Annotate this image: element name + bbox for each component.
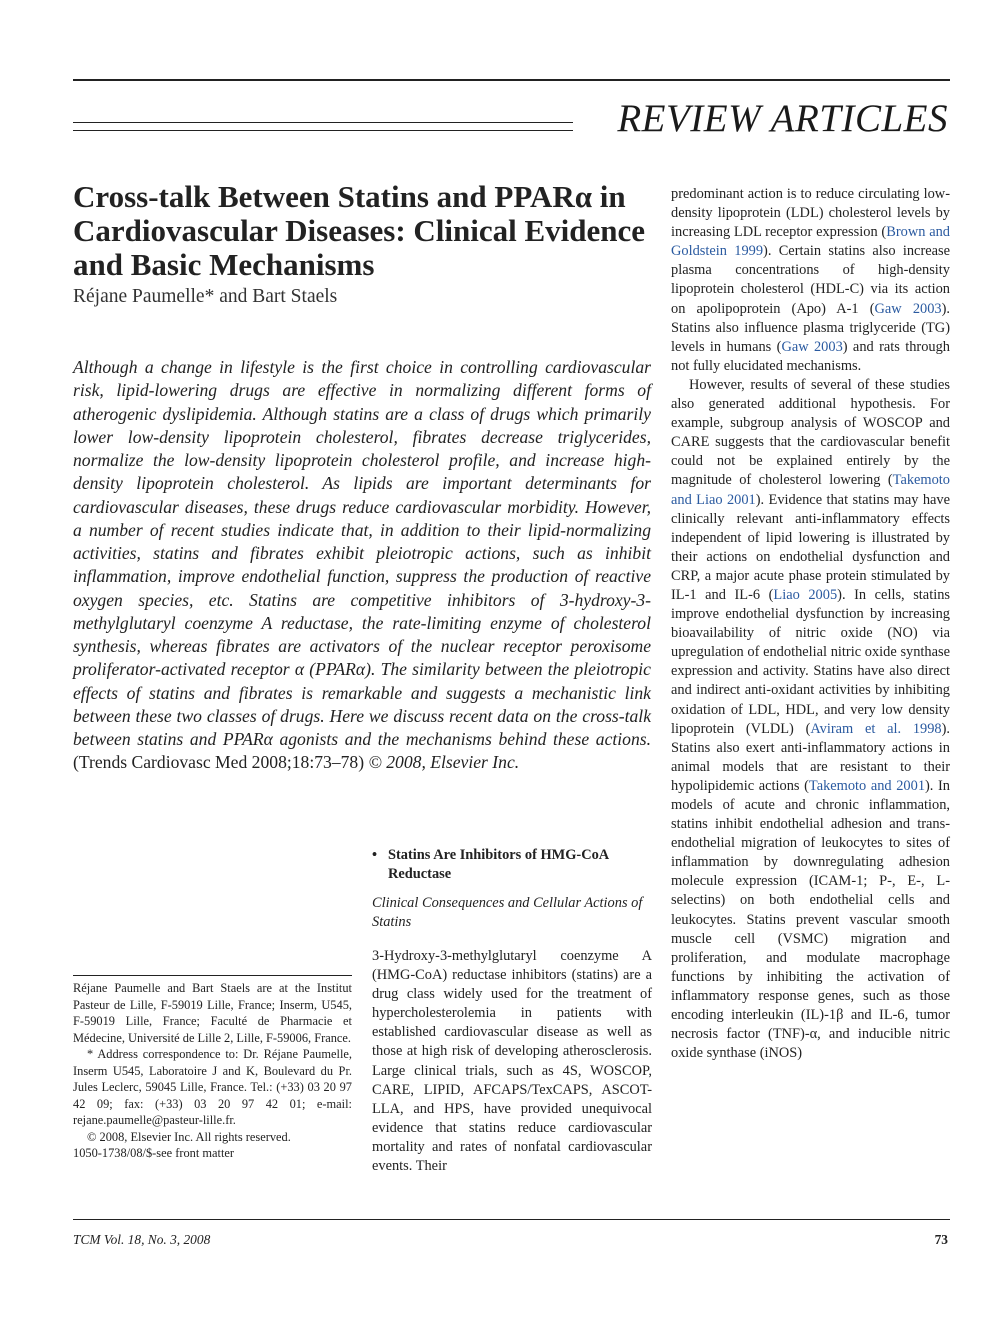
section-heading [372, 846, 654, 884]
section-heading-text: Statins Are Inhibitors of HMG-CoA Reductase [388, 847, 609, 882]
footnote [73, 980, 352, 1162]
reference-link[interactable]: Takemoto and 2001 [808, 777, 926, 794]
section-label: REVIEW ARTICLES [617, 97, 948, 140]
footnote-correspondence: * Address correspondence to: Dr. Réjane Paumelle, Inserm U545, Laboratoire J and K, Boulevard du Pr. Jules Leclerc, 59045 Lille, France. Tel.: (+33) 03 20 97 42 09; fax: (+33) 03 20 97 42 01; e-mail: rejane.paumelle@pasteur-lille.fr. [73, 1047, 352, 1127]
header-rule-left-2 [73, 130, 573, 131]
col3-paragraph-1: predominant action is to reduce circulating low-density lipoprotein (LDL) cholesterol levels by increasing LDL receptor expression (Brown and Goldstein 1999). Certain statins also increase plasma concentrations of high-density lipoprotein cholesterol (HDL-C) via its action on apolipoprotein (Apo) A-1 (Gaw 2003). Statins also influence plasma triglyceride (TG) levels in humans (Gaw 2003) and rats through not fully elucidated mechanisms. [671, 186, 950, 374]
page-number: 73 [934, 1232, 948, 1247]
body-column-2: 3-Hydroxy-3-methylglutaryl coenzyme A (HMG-CoA) reductase inhibitors (statins) are a drug class widely used for the treatment of hypercholesterolemia in patients with established cardiovascular disease as well as those at high risk of developing atherosclerosis. Large clinical trials, such as 4S, WOSCOP, CARE, LIPID, AFCAPS/TexCAPS, ASCOT-LLA, and HPS, have provided unequivocal evidence that statins reduce cardiovascular mortality and rates of nonfatal cardiovascular events. Their [372, 948, 652, 1175]
subsection-heading: Clinical Consequences and Cellular Actions of Statins [372, 895, 643, 930]
footnote-copyright: © 2008, Elsevier Inc. All rights reserved. [87, 1129, 291, 1144]
abstract-citation: (Trends Cardiovasc Med 2008;18:73–78) [73, 752, 365, 773]
reference-link[interactable]: Takemoto and Liao 2001 [671, 472, 950, 508]
footer-rule [73, 1219, 950, 1220]
body-column-3 [671, 185, 950, 1063]
article-title: Cross-talk Between Statins and PPARα in Cardiovascular Diseases: Clinical Evidence and Basic Mechanisms [73, 179, 646, 282]
col3-paragraph-2: However, results of several of these studies also generated additional hypothesis. For example, subgroup analysis of WOSCOP and CARE suggests that the cardiovascular benefit could not be explained entirely by the magnitude of cholesterol lowering (Takemoto and Liao 2001). Evidence that statins may have clinically relevant anti-inflammatory effects independent of lipid lowering is illustrated by their actions on endothelial dysfunction and CRP, a major acute phase protein stimulated by IL-1 and IL-6 (Liao 2005). In cells, statins improve endothelial dysfunction by increasing bioavailability of nitric oxide (NO) via upregulation of endothelial nitric oxide synthase expression and activity. Statins have also direct and indirect anti-oxidant activities by inhibiting oxidation of LDL, HDL, and very low density lipoprotein (VLDL) (Aviram et al. 1998). Statins also exert anti-inflammatory actions in animal models that are resistant to their hypolipidemic actions (Takemoto and 2001). In models of acute and chronic inflammation, statins inhibit endothelial adhesion and trans-endothelial migration of leukocytes to sites of inflammation by downregulating adhesion molecule expression (ICAM-1; P-, E-, L-selectins) on both endothelial cells and leukocytes. Statins prevent vascular smooth muscle cell (VSMC) migration and proliferation, and modulate macrophage functions by inhibiting the activation of inflammatory response genes, such as those encoding interleukin (IL)-1β and IL-6, tumor necrosis factor (TNF)-α, and inducible nitric oxide synthase (iNOS) [671, 376, 950, 1062]
abstract [73, 356, 651, 775]
footnote-affiliation: Réjane Paumelle and Bart Staels are at the Institut Pasteur de Lille, F-59019 Lille, France; Inserm, U545, F-59019 Lille, France; Faculté de Pharmacie et Médecine, Université de Lille 2, Lille, F-59006, France. [73, 981, 352, 1045]
authors: Réjane Paumelle* and Bart Staels [73, 286, 338, 307]
reference-link[interactable]: Gaw 2003 [781, 338, 843, 355]
footnote-rule [73, 975, 352, 976]
reference-link[interactable]: Aviram et al. 1998 [810, 720, 942, 737]
abstract-body: Although a change in lifestyle is the first choice in controlling cardiovascular risk, lipid-lowering drugs are effective in normalizing different forms of atherogenic dyslipidemia. Although statins are a class of drugs which primarily lower low-density lipoprotein cholesterol, fibrates decrease triglycerides, normalize the low-density lipoprotein cholesterol profile, and increase high-density lipoprotein cholesterol. As lipids are important determinants for cardiovascular diseases, these drugs reduce cardiovascular morbidity. However, a number of recent studies indicate that, in addition to their lipid-normalizing activities, statins and fibrates exhibit pleiotropic actions, such as inhibit inflammation, improve endothelial function, suppress the production of reactive oxygen species, etc. Statins are competitive inhibitors of 3-hydroxy-3-methylglutaryl coenzyme A reductase, the rate-limiting enzyme of cholesterol synthesis, whereas fibrates are activators of the nuclear receptor peroxisome proliferator-activated receptor α (PPARα). The similarity between the pleiotropic effects of statins and fibrates is remarkable and suggests a mechanistic link between these two classes of drugs. Here we discuss recent data on the cross-talk between statins and PPARα agonists and the mechanisms behind these actions. [73, 357, 651, 749]
bullet-icon: • [372, 847, 378, 863]
reference-link[interactable]: Brown and Goldstein 1999 [671, 224, 950, 260]
footnote-issn: 1050-1738/08/$-see front matter [73, 1146, 235, 1160]
abstract-copyright: © 2008, Elsevier Inc. [368, 752, 520, 773]
reference-link[interactable]: Liao 2005 [773, 586, 838, 603]
header-rule-left-1 [73, 122, 573, 123]
footer-journal: TCM Vol. 18, No. 3, 2008 [73, 1232, 211, 1247]
reference-link[interactable]: Gaw 2003 [874, 300, 942, 317]
header-rule-top [73, 79, 950, 81]
